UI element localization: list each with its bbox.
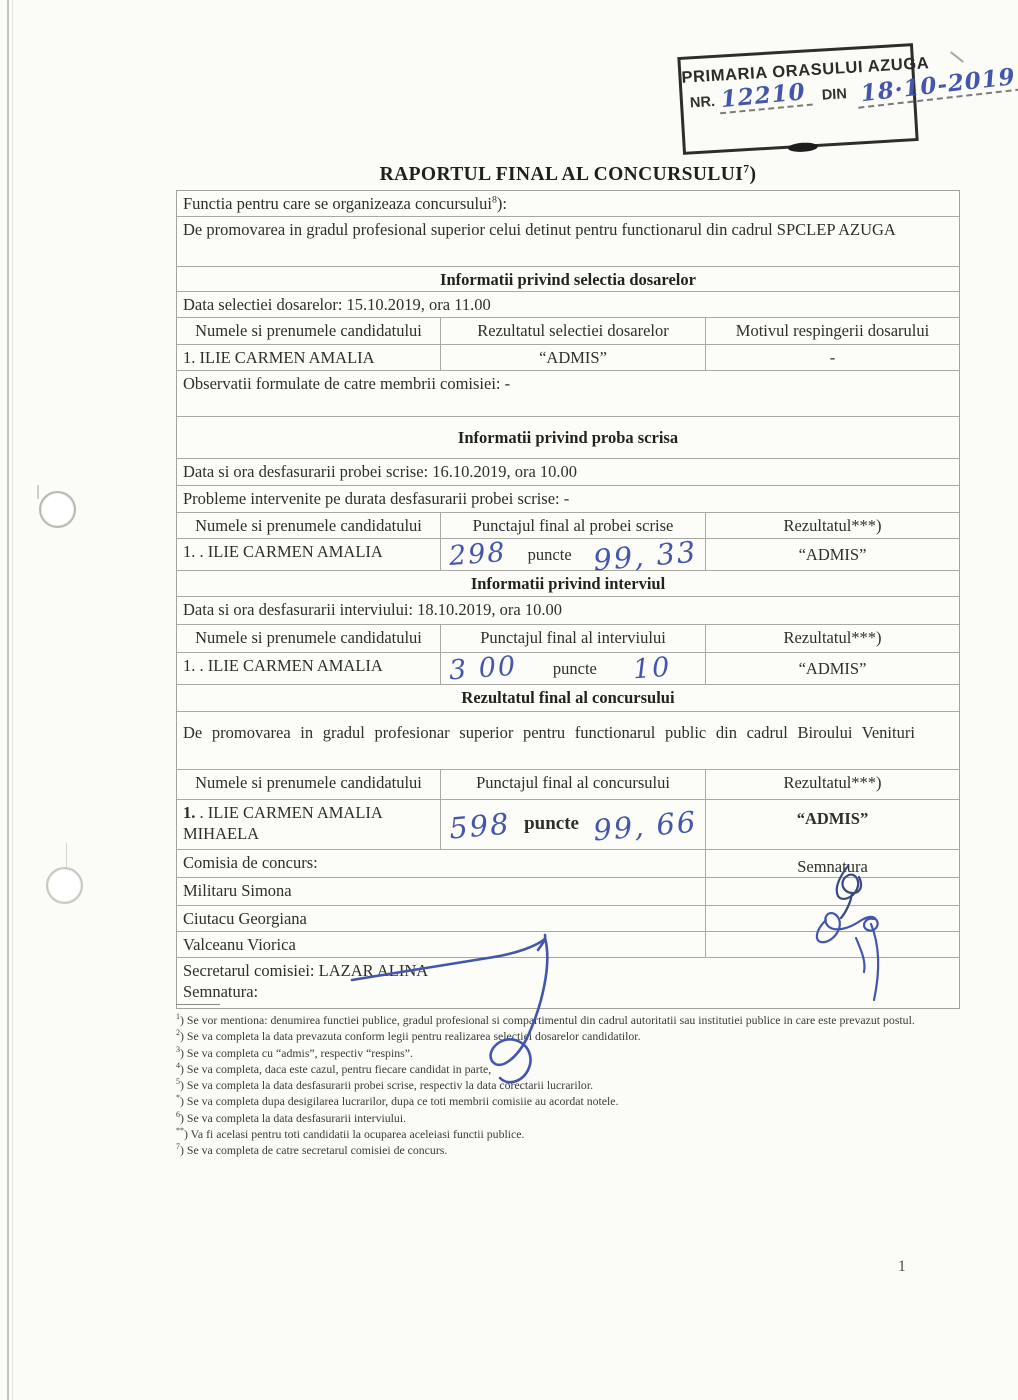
corner-fold-mark <box>950 51 964 62</box>
row-final-paragraph <box>177 712 959 770</box>
row-member-1 <box>177 878 959 906</box>
scrisa-candidate-name: 1. . ILIE CARMEN AMALIA <box>177 539 441 570</box>
selectia-candidate-result: “ADMIS” <box>441 345 706 370</box>
col-header-name: Numele si prenumele candidatului <box>177 770 441 799</box>
footnote-1: $^1$) Se vor mentiona: denumirea functiei publice, gradul profesional si compartimentul din cadrul autoritatii sau institutiei publice in care este prevazut postul. <box>176 1012 915 1027</box>
scrisa-problems-line: Probleme intervenite pe durata desfasurarii probei scrise: - <box>183 489 570 508</box>
row-final-candidate <box>177 800 959 850</box>
row-final-header <box>177 685 959 712</box>
final-paragraph: De promovarea in gradul profesionar superior pentru functionarul public din cadrul Biroului Venituri <box>183 723 915 742</box>
punch-hole-top <box>39 491 76 528</box>
footnote-7: $^7$) Se va completa de catre secretarul comisiei de concurs. <box>176 1142 448 1158</box>
row-scrisa-colheaders <box>177 513 959 539</box>
scrisa-grade-handwritten: 99, 33 <box>591 534 699 578</box>
scan-edge-line <box>7 0 9 1400</box>
comisia-label: Comisia de concurs: <box>177 850 706 877</box>
row-observatii <box>177 371 959 417</box>
puncte-label: puncte <box>524 813 579 835</box>
scrisa-score-cell <box>441 534 706 578</box>
row-functia-label <box>177 191 959 217</box>
row-interviu-date <box>177 597 959 625</box>
member-signature-area <box>706 932 959 957</box>
stamp-din-label: DIN <box>821 86 848 104</box>
row-selectia-date <box>177 292 959 318</box>
row-selectia-header <box>177 267 959 292</box>
functia-value: De promovarea in gradul profesional superior celui detinut pentru functionarul din cadrul SPCLEP AZUGA <box>183 220 896 239</box>
footnote-doublestar: **) Va fi acelasi pentru toti candidatii la ocuparea aceleiasi functii publice. <box>176 1125 525 1141</box>
member-name: Ciutacu Georgiana <box>177 906 706 931</box>
col-header-score: Punctajul final al probei scrise <box>441 513 706 538</box>
semnatura-line: Semnatura: <box>183 982 259 1002</box>
row-member-2 <box>177 906 959 932</box>
report-table <box>176 190 960 1009</box>
row-comisia <box>177 850 959 878</box>
row-interviu-candidate <box>177 650 959 687</box>
interviu-date-line: Data si ora desfasurarii interviului: 18.10.2019, ora 10.00 <box>183 600 562 619</box>
page-number: 1 <box>898 1258 906 1275</box>
col-header-result: Rezultatul***) <box>783 773 882 792</box>
col-header-result: Rezultatul***) <box>783 516 882 535</box>
footnotes <box>176 1012 968 1158</box>
col-header-score: Punctajul final al interviului <box>441 625 706 652</box>
footnote-2: $^2$) Se va completa la data prevazuta conform legii pentru realizarea selectiei dosarelor candidatilor. <box>176 1028 641 1044</box>
col-header-name: Numele si prenumele candidatului <box>177 625 441 652</box>
footnote-5: $^5$) Se va completa la data desfasurarii probei scrise, respectiv la data corectarii lucrarilor. <box>176 1077 594 1093</box>
stamp-institution: PRIMARIA ORASULUI AZUGA <box>681 54 930 87</box>
footnote-4: $^4$) Se va completa, daca este cazul, pentru fiecare candidat in parte, <box>176 1060 492 1076</box>
registration-stamp <box>677 43 1017 155</box>
punch-hole-bottom <box>46 867 83 904</box>
scrisa-candidate-result: “ADMIS” <box>798 544 867 564</box>
col-header-score: Punctajul final al concursului <box>441 770 706 799</box>
final-score-cell <box>441 800 706 849</box>
section-header-proba-scrisa: Informatii privind proba scrisa <box>457 427 679 447</box>
row-functia-value <box>177 217 959 267</box>
interviu-candidate-result: “ADMIS” <box>798 658 867 678</box>
selectia-candidate-motive: - <box>829 348 836 367</box>
page-title-text: RAPORTUL FINAL AL CONCURSULUI <box>379 164 744 185</box>
row-interviu-header <box>177 571 959 597</box>
row-selectia-candidate <box>177 345 959 371</box>
member-name: Militaru Simona <box>177 878 706 905</box>
scrisa-date-line: Data si ora desfasurarii probei scrise: 16.10.2019, ora 10.00 <box>183 462 578 481</box>
functia-footnote-ref: 8 <box>491 194 497 206</box>
stamp-ink-blob <box>788 142 818 153</box>
row-scrisa-date <box>177 459 959 486</box>
col-header-result: Rezultatul selectiei dosarelor <box>441 318 706 344</box>
col-header-result: Rezultatul***) <box>783 628 882 647</box>
row-secretar <box>177 958 959 1008</box>
row-interviu-colheaders <box>177 625 959 653</box>
stamp-nr-label: NR. <box>689 93 716 112</box>
col-header-name: Numele si prenumele candidatului <box>177 318 441 344</box>
puncte-label: puncte <box>552 658 597 678</box>
final-grade-handwritten: 99, 66 <box>591 804 699 848</box>
page-title <box>176 164 960 186</box>
selectia-date-line: Data selectiei dosarelor: 15.10.2019, ora 11.00 <box>183 295 491 314</box>
member-signature-area <box>706 906 959 931</box>
col-header-motive: Motivul respingerii dosarului <box>735 321 930 340</box>
row-scrisa-problems <box>177 486 959 513</box>
row-scrisa-candidate <box>177 534 959 578</box>
section-header-interviu: Informatii privind interviul <box>470 574 666 593</box>
row-selectia-colheaders <box>177 318 959 345</box>
final-score-handwritten: 598 <box>447 806 512 846</box>
row-final-colheaders <box>177 770 959 800</box>
row-scrisa-header <box>177 417 959 459</box>
semnatura-header: Semnatura <box>797 857 868 876</box>
scrisa-score-handwritten: 298 <box>447 537 508 572</box>
scan-edge-line-faint <box>12 0 13 1400</box>
col-header-name: Numele si prenumele candidatului <box>177 513 441 538</box>
stamp-date-handwritten: 18·10-2019 <box>856 65 1018 109</box>
interviu-grade-handwritten: 10 <box>631 651 673 686</box>
interviu-score-cell <box>441 650 706 687</box>
functia-label: Functia pentru care se organizeaza concursului$^8$): <box>183 194 507 213</box>
section-header-selectia: Informatii privind selectia dosarelor <box>440 270 696 289</box>
footnote-star: *) Se va completa dupa desigilarea lucrarilor, dupa ce toti membrii comisiie au acordat notele. <box>176 1093 619 1109</box>
footnote-6: $^6$) Se va completa la data desfasurarii interviului. <box>176 1109 407 1125</box>
secretar-line: Secretarul comisiei: LAZAR ALINA <box>183 961 429 980</box>
page-title-suffix: ) <box>749 164 757 185</box>
secretar-cell <box>177 958 959 1008</box>
footnote-divider <box>176 1004 220 1005</box>
member-name: Valceanu Viorica <box>177 932 706 957</box>
final-candidate-result: “ADMIS” <box>796 809 869 828</box>
observatii-line: Observatii formulate de catre membrii comisiei: - <box>183 374 511 393</box>
member-signature-area <box>706 878 959 905</box>
final-candidate-name: 1. . ILIE CARMEN AMALIA MIHAELA <box>177 800 441 849</box>
selectia-candidate-name: 1. ILIE CARMEN AMALIA <box>177 345 441 370</box>
interviu-score-handwritten: 3 00 <box>448 650 519 687</box>
section-header-rezultat-final: Rezultatul final al concursului <box>461 688 675 707</box>
row-member-3 <box>177 932 959 958</box>
footnote-3: $^3$) Se va completa cu “admis”, respectiv “respins”. <box>176 1044 413 1060</box>
interviu-candidate-name: 1. . ILIE CARMEN AMALIA <box>177 653 441 684</box>
puncte-label: puncte <box>527 544 572 564</box>
stamp-nr-handwritten: 12210 <box>718 80 813 115</box>
page-title-footnote-ref: 7 <box>743 162 750 176</box>
